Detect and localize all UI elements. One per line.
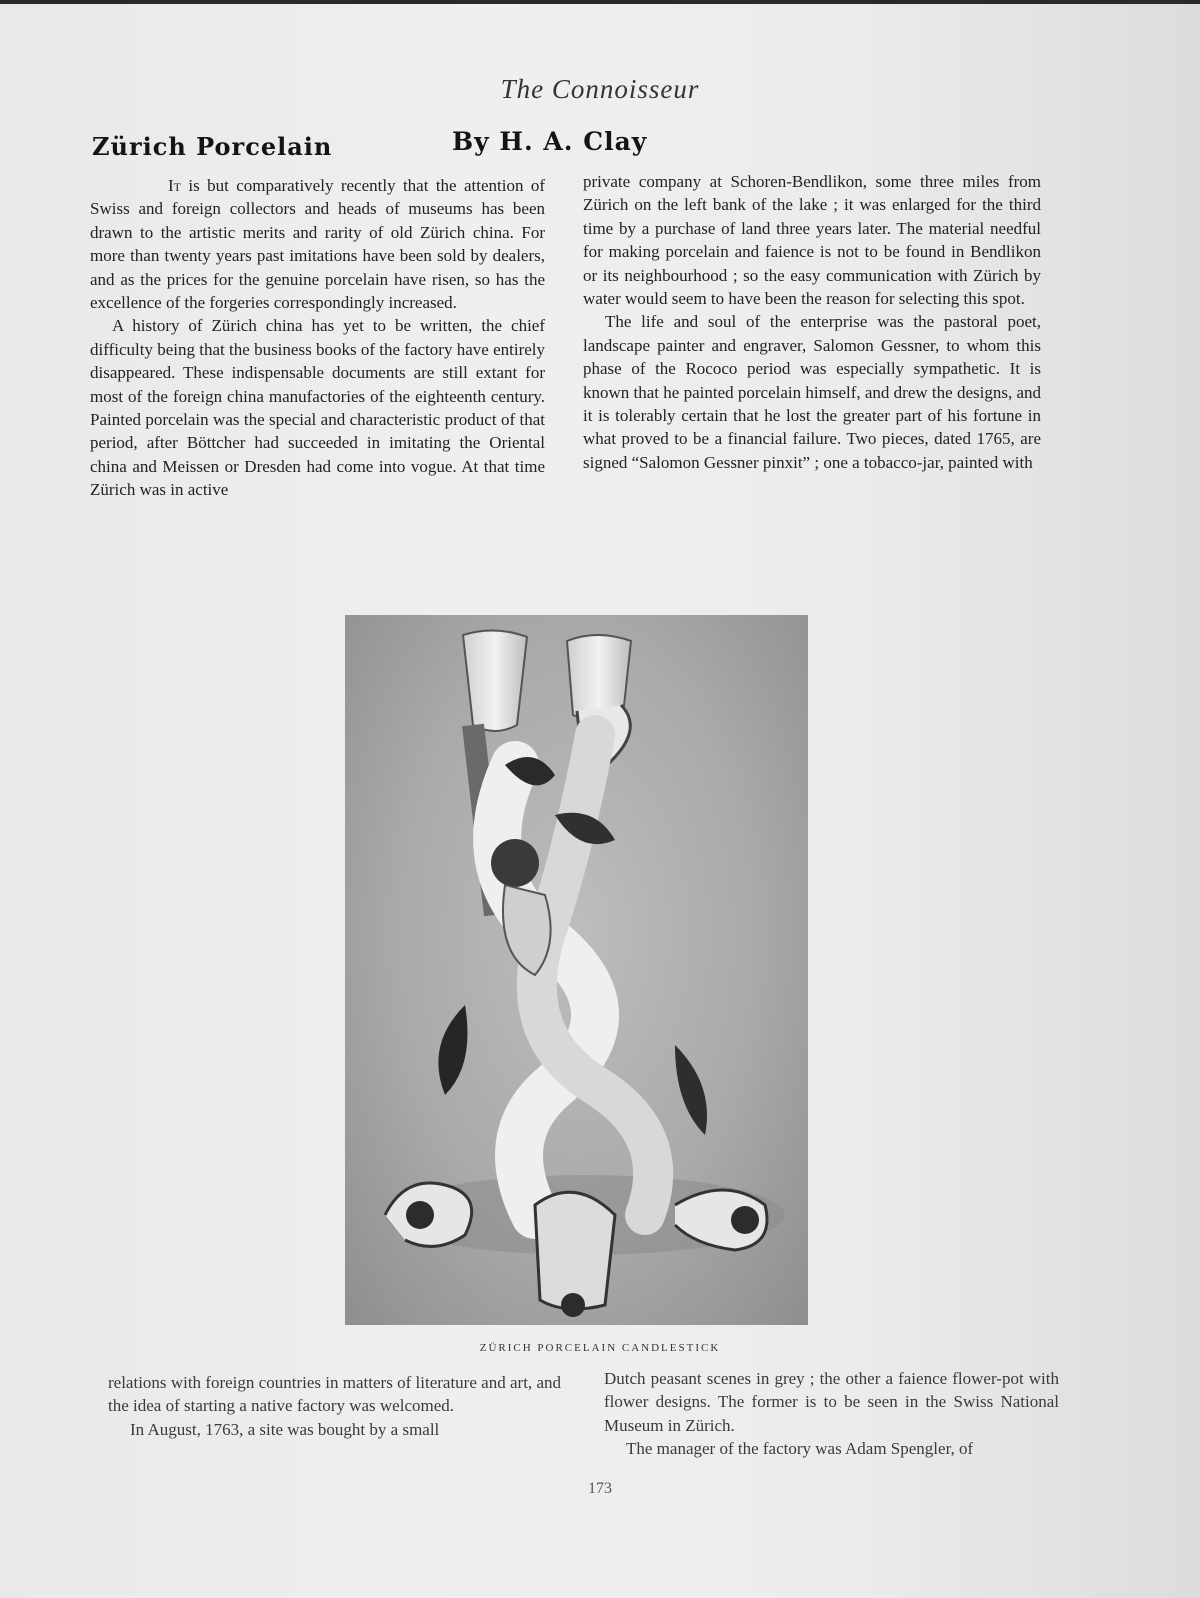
column-top-left (90, 174, 545, 502)
base-ornament (731, 1206, 759, 1234)
top-rule (0, 0, 1200, 4)
lead-word: It (168, 176, 181, 195)
left-candle-cup (463, 630, 527, 731)
paragraph: relations with foreign countries in matters of literature and art, and the idea of starting a native factory was welcomed. (108, 1373, 561, 1416)
base-scroll-front (535, 1192, 615, 1309)
paragraph-text: is but comparatively recently that the attention of Swiss and foreign collectors and heads of museums has been drawn to the artistic merits and rarity of old Zürich china. For more than twenty years past imitations have been sold by dealers, and as the prices for the genuine porcelain have risen, so has the excellence of the forgeries correspondingly increased. (90, 176, 545, 313)
base-ornament (406, 1201, 434, 1229)
byline: By H. A. Clay (452, 127, 648, 156)
column-bottom-left (108, 1371, 561, 1441)
candlestick-photograph (345, 615, 808, 1325)
figure-head (491, 839, 539, 887)
page-number: 173 (588, 1480, 612, 1497)
column-bottom-right (604, 1367, 1059, 1461)
base-ornament (561, 1293, 585, 1317)
running-head: The Connoisseur (500, 74, 700, 104)
paragraph: Dutch peasant scenes in grey ; the other a faience flower-pot with flower designs. The former is to be seen in the Swiss National Museum in Zürich. (604, 1369, 1059, 1435)
column-top-right (583, 170, 1041, 474)
paragraph: private company at Schoren-Bendlikon, some three miles from Zürich on the left bank of the lake ; it was enlarged for the third time by a purchase of land three years later. The material needful for making porcelain and faience is not to be found in Bendlikon or its neighbourhood ; so the easy communication with Zürich by water would seem to have been the reason for selecting this spot. (583, 172, 1041, 309)
paragraph: The life and soul of the enterprise was the pastoral poet, landscape painter and engraver, Salomon Gessner, to whom this phase of the Rococo period was especially sympathetic. It is known that he painted porcelain himself, and drew the designs, and it is tolerably certain that he lost the greater part of his fortune in what proved to be a financial failure. Two pieces, dated 1765, are signed “Salomon Gessner pinxit” ; one a tobacco-jar, painted with (583, 312, 1041, 472)
leaf (438, 1005, 467, 1095)
leaf (675, 1045, 707, 1135)
paragraph: A history of Zürich china has yet to be written, the chief difficulty being that the business books of the factory have entirely disappeared. These indispensable documents are still extant for most of the foreign china manufactories of the eighteenth century. Painted porcelain was the special and characteristic product of that period, after Böttcher had succeeded in imitating the Oriental china and Meissen or Dresden had come into vogue. At that time Zürich was in active (90, 316, 545, 500)
article-title: Zürich Porcelain (92, 132, 333, 161)
paragraph (90, 174, 545, 314)
figure-body (503, 885, 551, 975)
paragraph: In August, 1763, a site was bought by a small (130, 1419, 440, 1439)
paragraph: The manager of the factory was Adam Spengler, of (626, 1439, 974, 1459)
figure-caption: ZÜRICH PORCELAIN CANDLESTICK (479, 1342, 721, 1354)
candlestick-illustration (345, 615, 808, 1325)
